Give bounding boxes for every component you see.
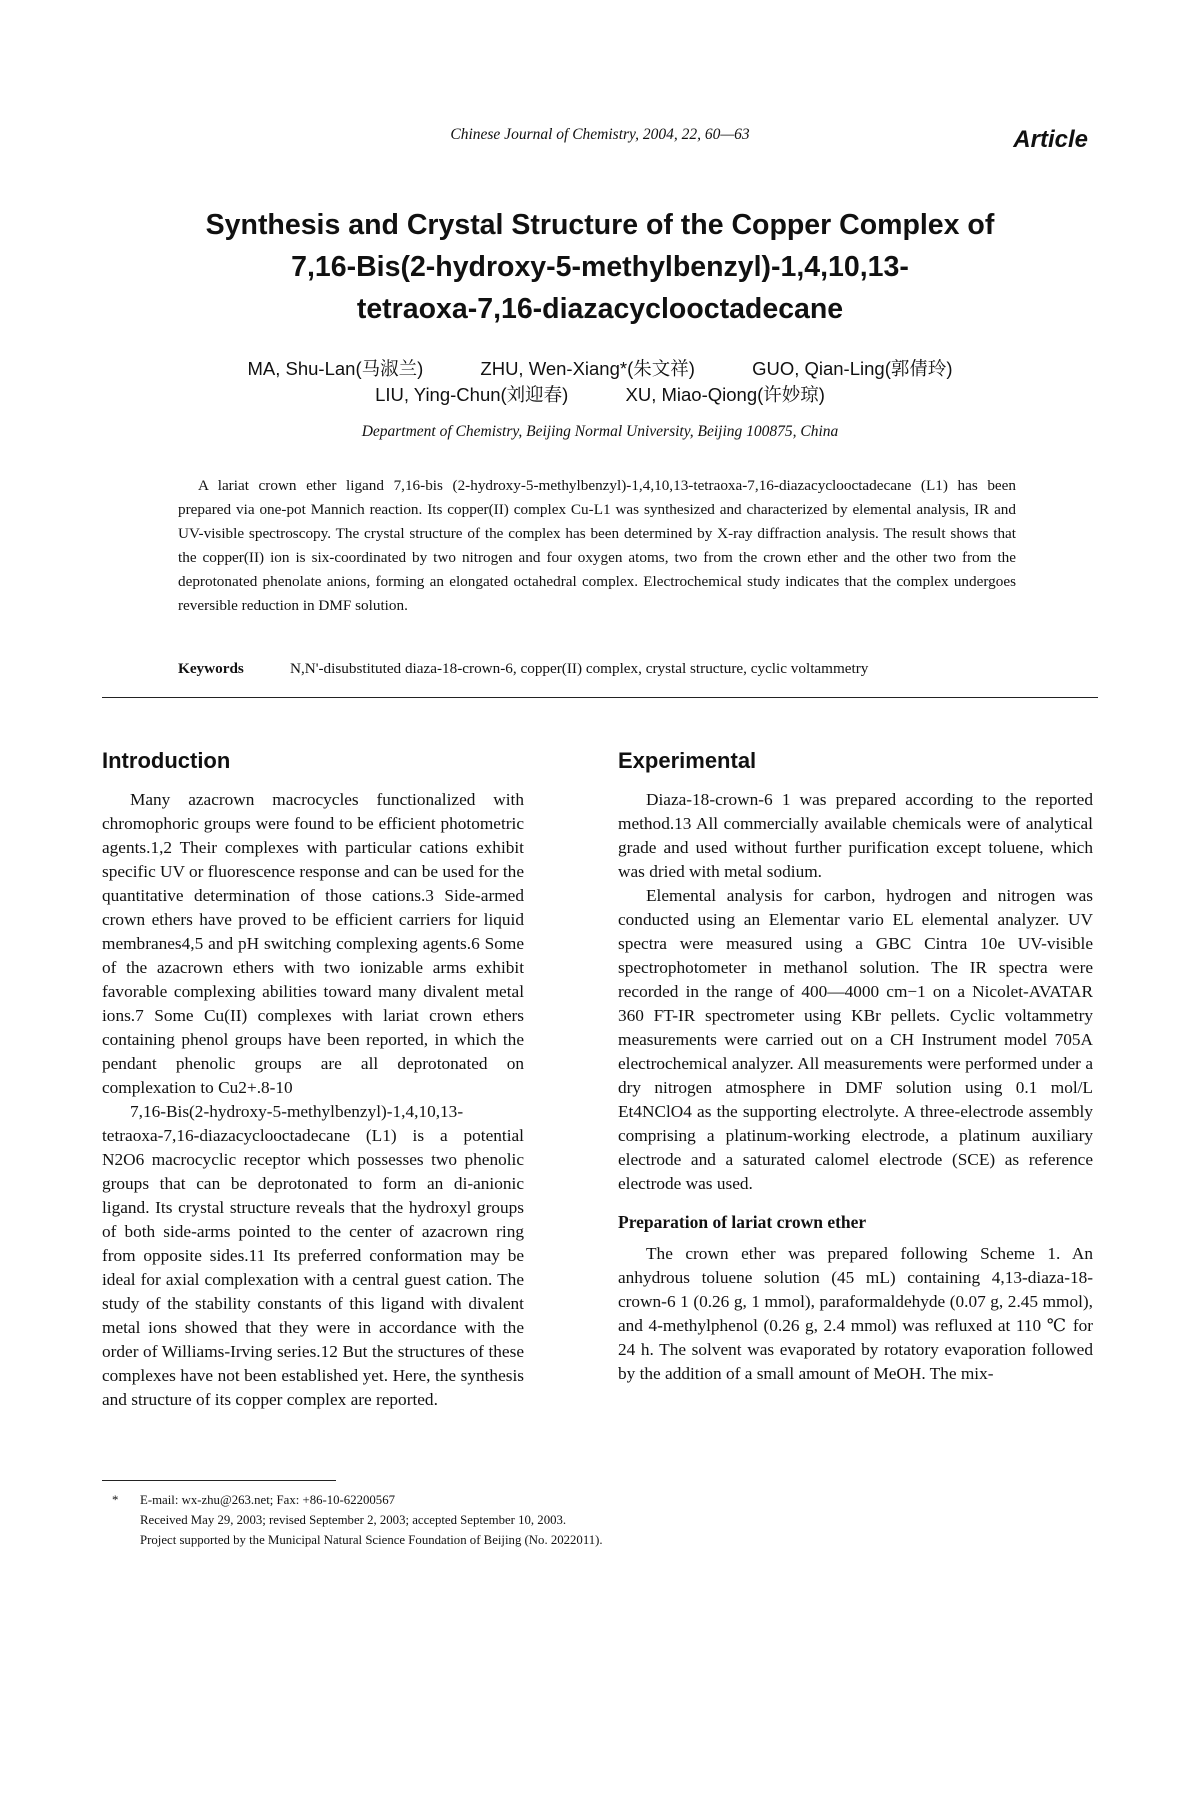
introduction-heading: Introduction bbox=[102, 748, 231, 773]
title-line-2: 7,16-Bis(2-hydroxy-5-methylbenzyl)-1,4,10,13- bbox=[291, 251, 909, 283]
author-liu: LIU, Ying-Chun(刘迎春) bbox=[375, 384, 569, 405]
author-zhu: ZHU, Wen-Xiang*(朱文祥) bbox=[480, 358, 695, 379]
title-line-1: Synthesis and Crystal Structure of the Copper Complex of bbox=[205, 209, 995, 241]
abstract: A lariat crown ether ligand 7,16-bis (2-hydroxy-5-methylbenzyl)-1,4,10,13-tetraoxa-7,16-diazacyclooctadecane (L1) has been prepared via one-pot Mannich reaction. Its copper(II) complex Cu-L1 was synthesized and characterized by elemental analysis, IR and UV-visible spectroscopy. The crystal structure of the complex has been determined by X-ray diffraction analysis. The result shows that the copper(II) ion is six-coordinated by two nitrogen and four oxygen atoms, two from the crown ether and the other two from the deprotonated phenolate anions, forming an elongated octahedral complex. Electrochemical study indicates that the complex undergoes reversible reduction in DMF solution. bbox=[178, 477, 1016, 614]
keywords-label: Keywords bbox=[178, 660, 244, 677]
footnotes bbox=[112, 1490, 872, 1550]
title-line-3: tetraoxa-7,16-diazacyclooctadecane bbox=[356, 293, 844, 325]
section-divider bbox=[102, 697, 1098, 698]
footnote-project: Project supported by the Municipal Natural Science Foundation of Beijing (No. 2022011). bbox=[140, 1533, 603, 1547]
footnote-email-line bbox=[112, 1490, 872, 1510]
author-row-2 bbox=[0, 382, 1200, 408]
introduction-paragraph-1: Many azacrown macrocycles functionalized with chromophoric groups were found to be efficient photometric agents.1,2 Their complexes with particular cations exhibit specific UV or fluorescence response and can be used for the quantitative determination of those cations.3 Side-armed crown ethers have proved to be efficient carriers for liquid membranes4,5 and pH switching complexing agents.6 Some of the azacrown ethers with two ionizable arms exhibit favorable complexing abilities toward many divalent metal ions.7 Some Cu(II) complexes with lariat crown ethers containing phenol groups have been reported, in which the pendant phenolic groups are all deprotonated on complexation to Cu2+.8-10 bbox=[102, 790, 524, 1097]
experimental-paragraph-1: Diaza-18-crown-6 1 was prepared according to the reported method.13 All commercially available chemicals were of analytical grade and used without further purification except toluene, which was dried with metal sodium. bbox=[618, 790, 1093, 881]
keywords bbox=[178, 657, 1038, 681]
experimental-paragraph-3: The crown ether was prepared following Scheme 1. An anhydrous toluene solution (45 mL) containing 4,13-diaza-18-crown-6 1 (0.26 g, 1 mmol), paraformaldehyde (0.07 g, 2.45 mmol), and 4-methylphenol (0.26 g, 2.4 mmol) was refluxed at 110 ℃ for 24 h. The solvent was evaporated by rotatory evaporation followed by the addition of a small amount of MeOH. The mix- bbox=[618, 1244, 1093, 1383]
author-row-1 bbox=[0, 356, 1200, 382]
footnote-rule bbox=[102, 1480, 336, 1481]
footnote-email: E-mail: wx-zhu@263.net; Fax: +86-10-62200567 bbox=[140, 1493, 395, 1507]
footnote-marker: * bbox=[112, 1493, 119, 1507]
keywords-text: N,N'-disubstituted diaza-18-crown-6, copper(II) complex, crystal structure, cyclic voltammetry bbox=[290, 660, 869, 677]
left-column bbox=[102, 748, 524, 1412]
author-ma: MA, Shu-Lan(马淑兰) bbox=[247, 358, 424, 379]
introduction-paragraph-2: 7,16-Bis(2-hydroxy-5-methylbenzyl)-1,4,10,13-tetraoxa-7,16-diazacyclooctadecane (L1) is a potential N2O6 macrocyclic receptor which possesses two phenolic groups that can be deprotonated to form an di-anionic ligand. Its crystal structure reveals that the hydroxyl groups of both side-arms pointed to the center of azacrown ring from opposite sides.11 Its preferred conformation may be ideal for axial complexation with a central guest cation. The study of the stability constants of this ligand with divalent metal ions showed that they were in accordance with the order of Williams-Irving series.12 But the structures of these complexes have not been established yet. Here, the synthesis and structure of its copper complex are reported. bbox=[102, 1102, 524, 1409]
article-type-label: Article bbox=[1013, 126, 1088, 153]
right-column bbox=[618, 748, 1093, 1386]
paper-title bbox=[110, 204, 1090, 330]
footnote-received: Received May 29, 2003; revised September 2, 2003; accepted September 10, 2003. bbox=[140, 1513, 567, 1527]
author-list bbox=[0, 356, 1200, 408]
preparation-subheading: Preparation of lariat crown ether bbox=[618, 1212, 867, 1232]
experimental-heading: Experimental bbox=[618, 748, 757, 773]
journal-citation: Chinese Journal of Chemistry, 2004, 22, 60—63 bbox=[450, 126, 750, 143]
author-xu: XU, Miao-Qiong(许妙琼) bbox=[625, 384, 825, 405]
author-guo: GUO, Qian-Ling(郭倩玲) bbox=[752, 358, 953, 379]
affiliation: Department of Chemistry, Beijing Normal University, Beijing 100875, China bbox=[361, 423, 839, 440]
experimental-paragraph-2: Elemental analysis for carbon, hydrogen and nitrogen was conducted using an Elementar vario EL elemental analyzer. UV spectra were measured using a GBC Cintra 10e UV-visible spectrophotometer in methanol solution. The IR spectra were recorded in the range of 400—4000 cm−1 on a Nicolet-AVATAR 360 FT-IR spectrometer using KBr pellets. Cyclic voltammetry measurements were carried out on a CH Instrument model 705A electrochemical analyzer. All measurements were performed under a dry nitrogen atmosphere in DMF solution using 0.1 mol/L Et4NClO4 as the supporting electrolyte. A three-electrode assembly comprising a platinum-working electrode, a platinum auxiliary electrode and a saturated calomel electrode (SCE) as reference electrode was used. bbox=[618, 886, 1093, 1193]
